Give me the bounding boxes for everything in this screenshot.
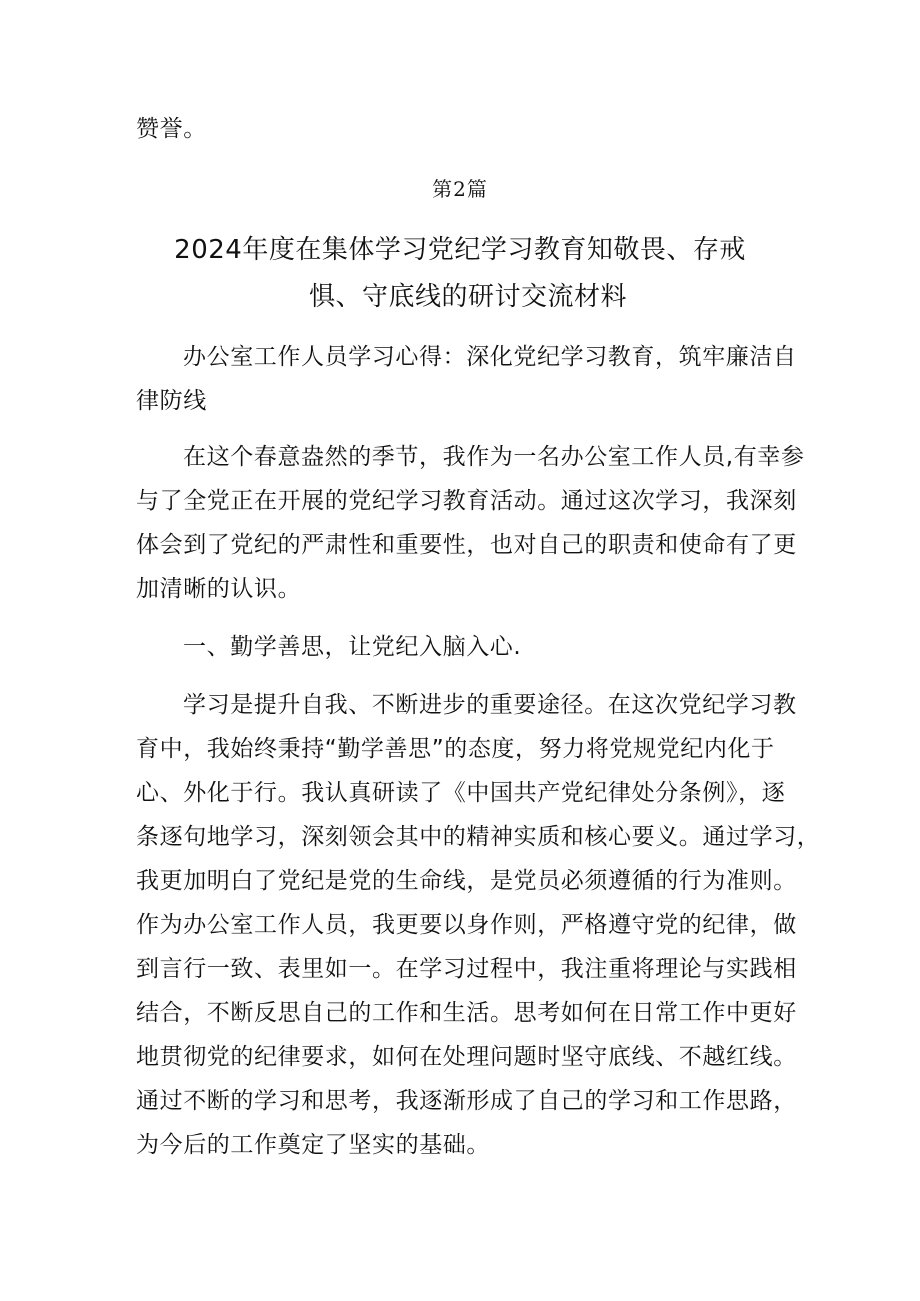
body-paragraph-line: 到言行一致、表里如一。在学习过程中，我注重将理论与实践相 xyxy=(136,956,797,982)
body-paragraph-line: 条逐句地学习，深刻领会其中的精神实质和核心要义。通过学习， xyxy=(136,824,821,850)
body-paragraph-line: 地贯彻党的纪律要求，如何在处理问题时坚守底线、不越红线。 xyxy=(136,1044,797,1070)
body-paragraph-line: 作为办公室工作人员，我更要以身作则，严格遵守党的纪律，做 xyxy=(136,912,797,938)
body-paragraph-line: 学习是提升自我、不断进步的重要途径。在这次党纪学习教 xyxy=(183,692,797,718)
body-paragraph-line: 育中，我始终秉持“勤学善思”的态度，努力将党规党纪内化于 xyxy=(136,736,775,762)
subtitle-line-2: 律防线 xyxy=(136,388,207,414)
intro-paragraph-line: 在这个春意盎然的季节，我作为一名办公室工作人员,有幸参 xyxy=(183,444,805,470)
carryover-text: 赞誉。 xyxy=(136,116,207,142)
section-heading-1: 一、勤学善思，让党纪入脑入心. xyxy=(183,634,522,660)
intro-paragraph-line: 加清晰的认识。 xyxy=(136,576,302,602)
body-paragraph-line: 为今后的工作奠定了坚实的基础。 xyxy=(136,1132,490,1158)
subtitle-line-1: 办公室工作人员学习心得：深化党纪学习教育，筑牢廉洁自 xyxy=(183,344,797,370)
body-paragraph-line: 我更加明白了党纪是党的生命线，是党员必须遵循的行为准则。 xyxy=(136,868,797,894)
intro-paragraph-line: 体会到了党纪的严肃性和重要性，也对自己的职责和使命有了更 xyxy=(136,532,797,558)
section-label: 第2篇 xyxy=(432,177,488,201)
body-paragraph-line: 心、外化于行。我认真研读了《中国共产党纪律处分条例》，逐 xyxy=(136,780,786,806)
document-title-line-2: 惧、守底线的研讨交流材料 xyxy=(308,282,627,312)
body-paragraph-line: 通过不断的学习和思考，我逐渐形成了自己的学习和工作思路， xyxy=(136,1088,797,1114)
body-paragraph-line: 结合，不断反思自己的工作和生活。思考如何在日常工作中更好 xyxy=(136,1000,797,1026)
intro-paragraph-line: 与了全党正在开展的党纪学习教育活动。通过这次学习，我深刻 xyxy=(136,488,797,514)
document-title-line-1: 2024年度在集体学习党纪学习教育知敬畏、存戒 xyxy=(174,235,746,265)
